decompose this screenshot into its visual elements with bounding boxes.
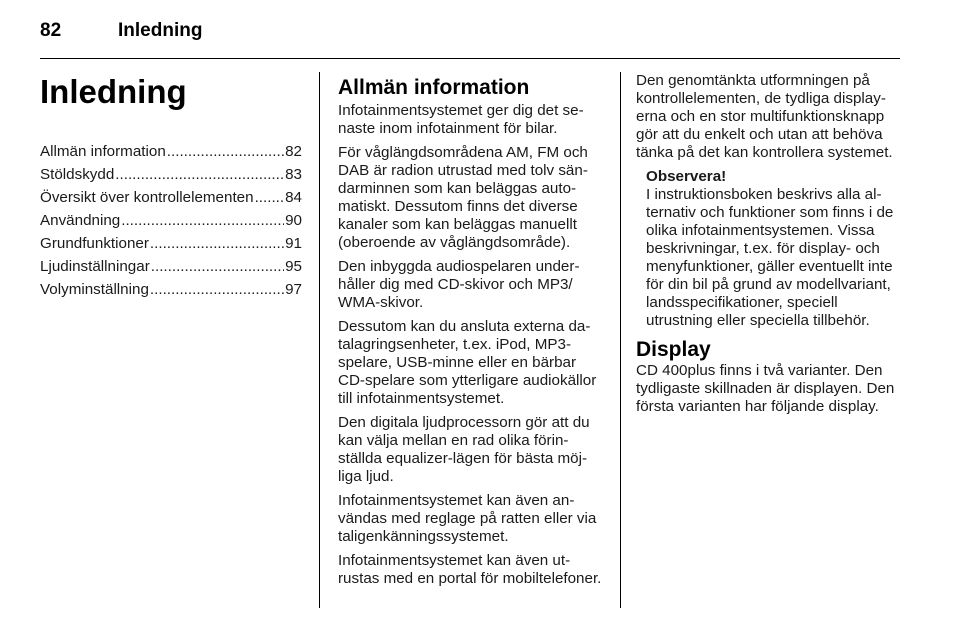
body-paragraph: Infotainmentsystemet kan även utrustas med en portal för mobiltelefoner. <box>338 552 602 587</box>
toc-leader-dots <box>150 235 284 253</box>
toc-entry-oversikt[interactable] <box>40 189 302 207</box>
toc-entry-page: 97 <box>285 281 302 298</box>
toc-entry-page: 91 <box>285 235 302 252</box>
display-heading: Display <box>636 338 711 361</box>
toc-entry-label: Översikt över kontrollelementen <box>40 189 254 206</box>
toc-leader-dots <box>121 212 284 230</box>
toc-entry-label: Grundfunktioner <box>40 235 149 252</box>
toc-entry-anvandning[interactable] <box>40 212 302 230</box>
toc-leader-dots <box>150 281 284 299</box>
page-header <box>40 18 900 48</box>
page-number: 82 <box>40 20 62 41</box>
body-paragraph: Den genomtänkta utformningen på kontrollelementen, de tydliga displayerna och en stor multifunktionsknapp gör att du enkelt och utan att behöva tänka på det kan kontrollera systemet. <box>636 72 893 161</box>
toc-entry-label: Användning <box>40 212 121 229</box>
body-paragraph: Infotainmentsystemet kan även användas med reglage på ratten eller via taligenkänningssystemet. <box>338 492 597 545</box>
toc-column <box>40 72 302 304</box>
toc-leader-dots <box>167 143 284 161</box>
toc-entry-label: Volyminställning <box>40 281 149 298</box>
column-divider <box>620 72 621 608</box>
note-title: Observera! <box>646 168 727 185</box>
body-paragraph: Dessutom kan du ansluta externa datalagringsenheter, t.ex. iPod, MP3-spelare, USB-minne eller en bärbar CD-spelare som ytterligare audiokällor till infotainmentsystemet. <box>338 318 597 407</box>
toc-entry-stoldskydd[interactable] <box>40 166 302 184</box>
body-paragraph: Den inbyggda audiospelaren underhåller dig med CD-skivor och MP3/ WMA-skivor. <box>338 258 580 311</box>
body-paragraph: Den digitala ljudprocessorn gör att du kan välja mellan en rad olika förinställda equalizer-lägen för bästa möjliga ljud. <box>338 414 590 485</box>
body-paragraph: Infotainmentsystemet ger dig det senaste inom infotainment för bilar. <box>338 102 584 137</box>
toc-entry-label: Allmän information <box>40 143 166 160</box>
chapter-title: Inledning <box>40 73 187 110</box>
header-divider <box>40 58 900 59</box>
header-title: Inledning <box>118 20 203 41</box>
table-of-contents <box>40 143 302 299</box>
toc-leader-dots <box>255 189 285 207</box>
toc-entry-grundfunktioner[interactable] <box>40 235 302 253</box>
toc-leader-dots <box>115 166 284 184</box>
toc-entry-page: 83 <box>285 166 302 183</box>
toc-entry-ljudinstallningar[interactable] <box>40 258 302 276</box>
body-paragraph: För våglängdsområdena AM, FM och DAB är radion utrustad med tolv sändarminnen som kan beläggas automatiskt. Dessutom finns det diverse kanaler som kan beläggas manuellt (oberoende av våglängdsområde). <box>338 144 588 251</box>
note-body: I instruktionsboken beskrivs alla alternativ och funktioner som finns i de olika infotainmentsystemen. Vissa beskrivningar, t.ex. för display- och menyfunktioner, gäller eventuellt inte för din bil på grund av modellvariant, landsspecifikationer, speciell utrustning eller speciella tillbehör. <box>646 186 894 329</box>
toc-entry-page: 84 <box>285 189 302 206</box>
toc-entry-allman-information[interactable] <box>40 143 302 161</box>
toc-entry-page: 90 <box>285 212 302 229</box>
toc-entry-page: 82 <box>285 143 302 160</box>
toc-entry-label: Stöldskydd <box>40 166 115 183</box>
section-heading: Allmän information <box>338 76 530 99</box>
toc-entry-page: 95 <box>285 258 302 275</box>
toc-entry-volyminstallning[interactable] <box>40 281 302 299</box>
general-information-section <box>338 72 604 594</box>
toc-leader-dots <box>151 258 284 276</box>
note-box <box>636 168 904 330</box>
toc-entry-label: Ljudinställningar <box>40 258 150 275</box>
column-divider <box>319 72 320 608</box>
right-column <box>636 72 904 422</box>
body-paragraph: CD 400plus finns i två varianter. Den tydligaste skillnaden är displayen. Den första varianten har följande display. <box>636 362 895 415</box>
